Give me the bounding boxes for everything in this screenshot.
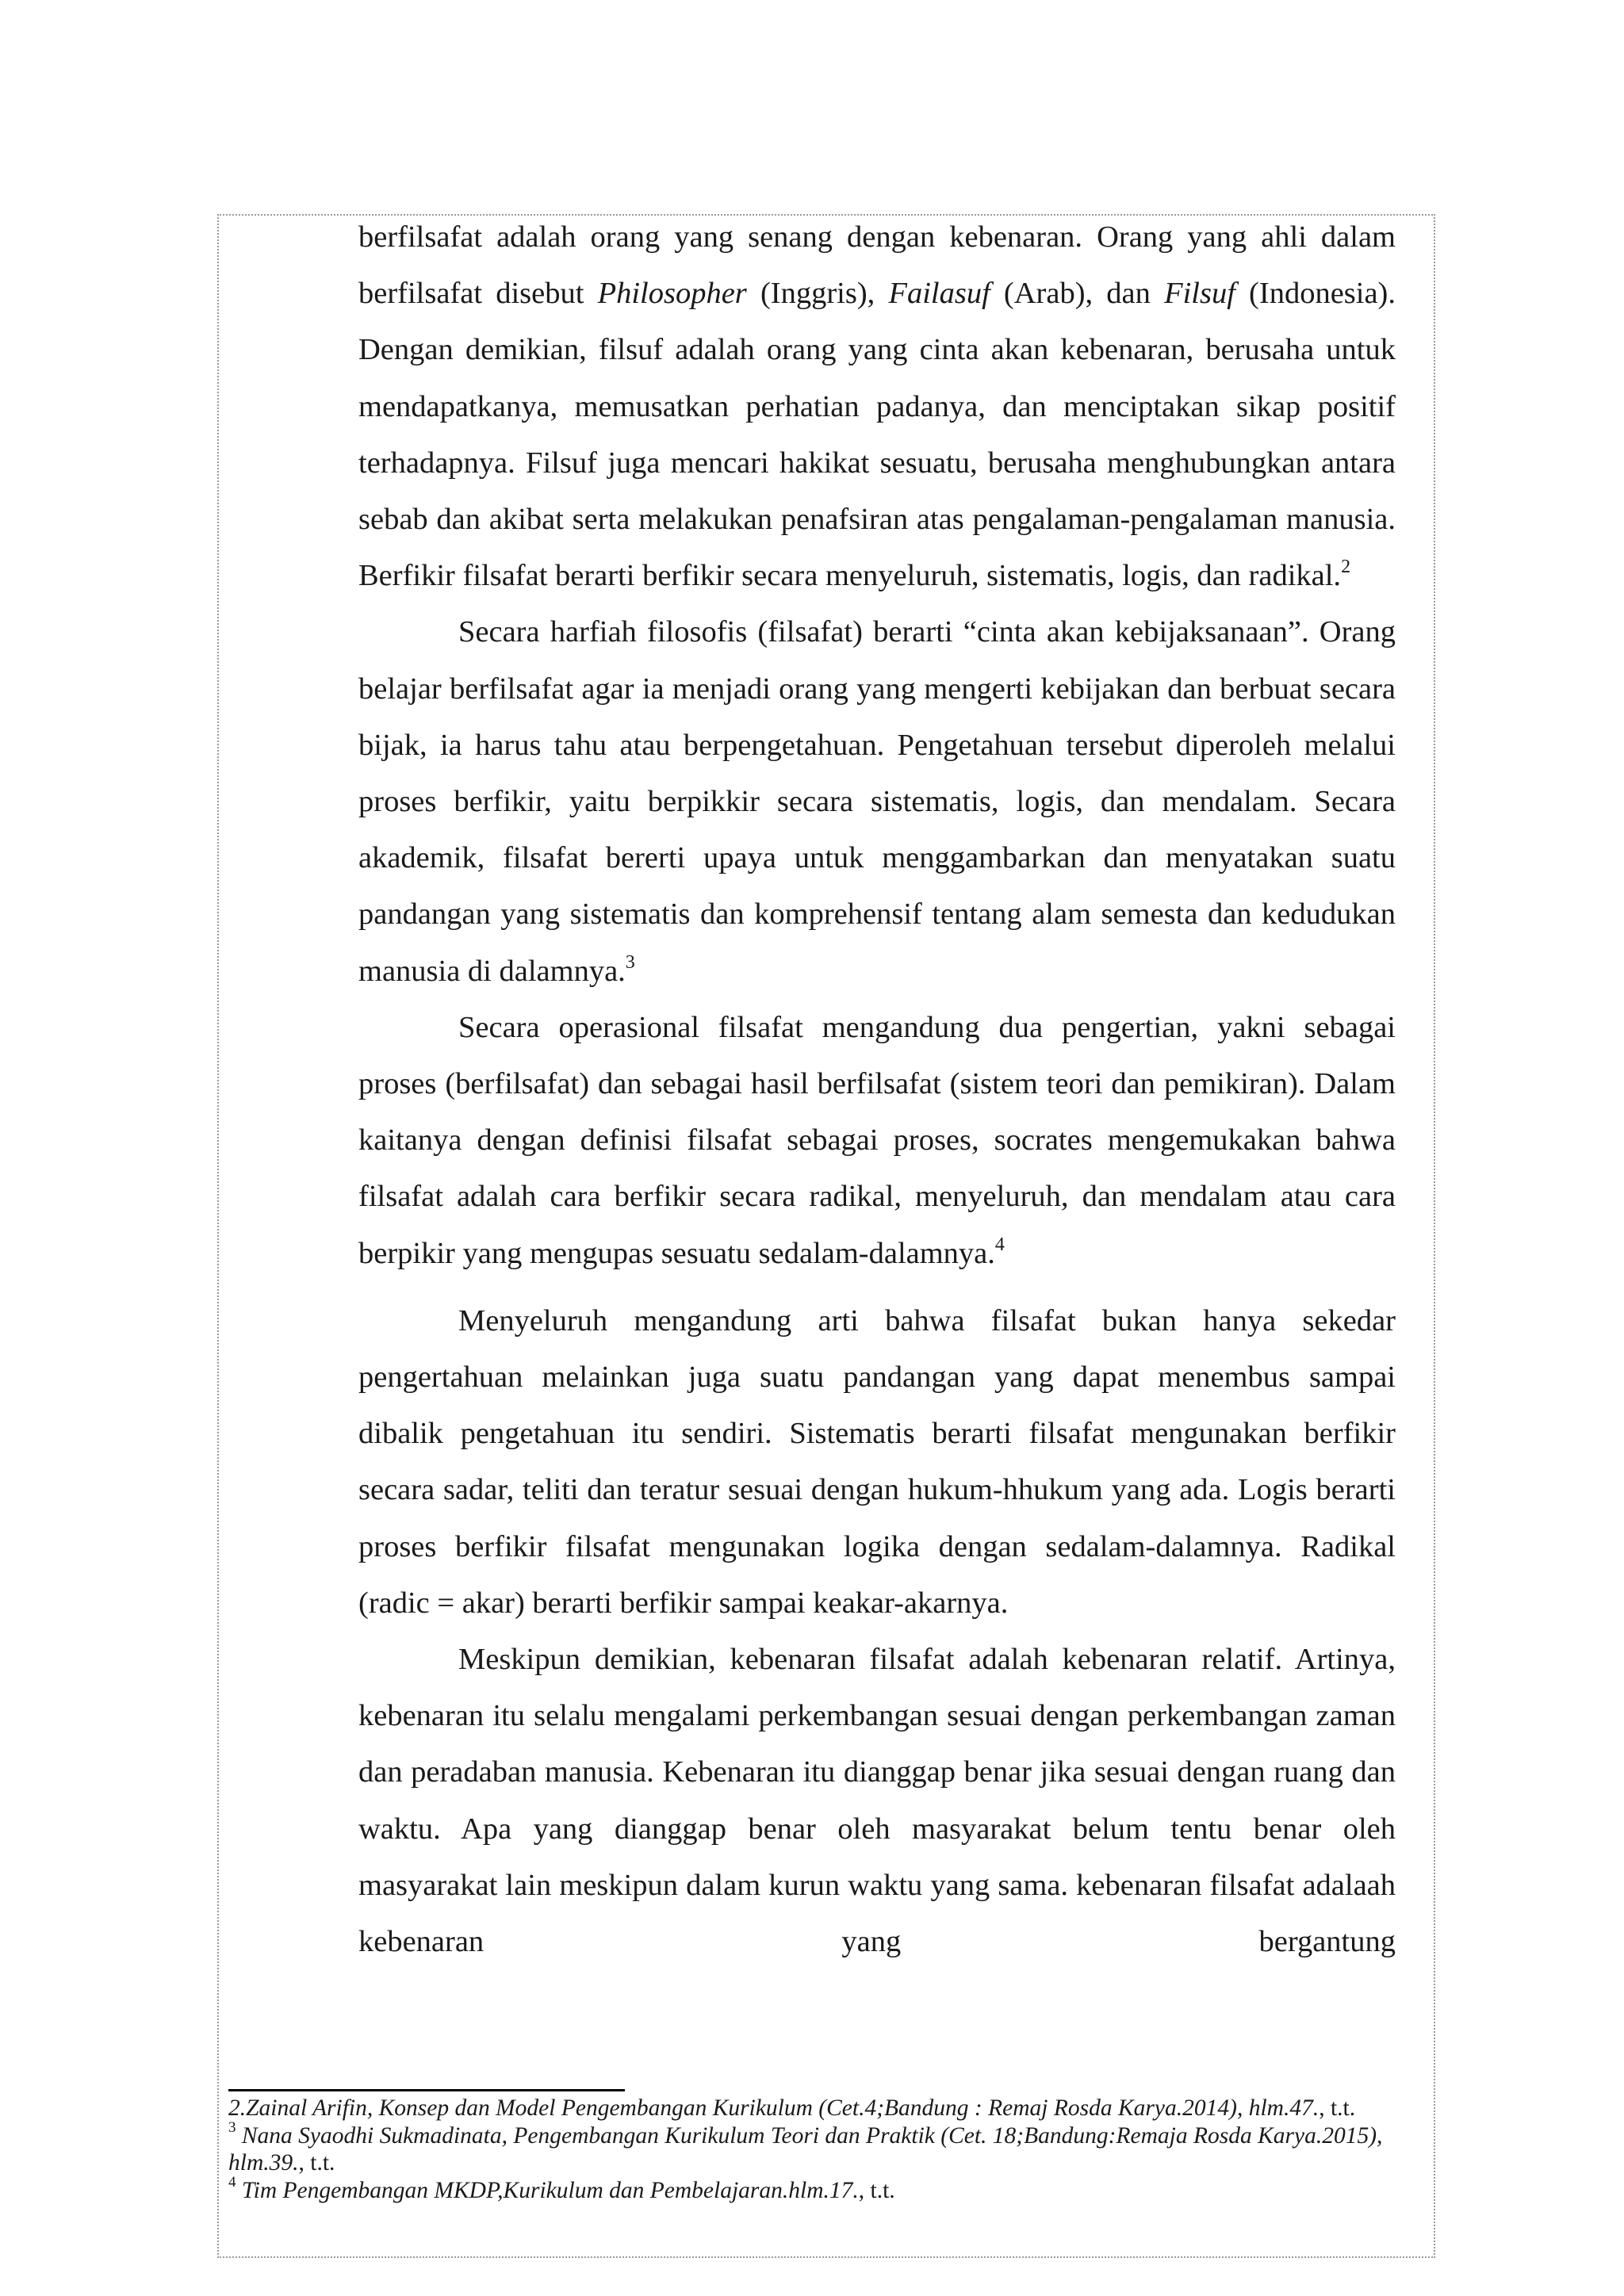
body-text: [358, 209, 1396, 1970]
italic-text: Failasuf: [888, 277, 990, 311]
footnote-separator: [228, 2089, 625, 2091]
italic-text: Philosopher: [597, 277, 747, 311]
text-run: Meskipun demikian, kebenaran filsafat adalah kebenaran relatif. Artinya, kebenaran itu selalu mengalami perkembangan sesuai dengan perkembangan zaman dan peradaban manusia. Kebenaran itu dianggap benar jika sesuai dengan ruang dan waktu. Apa yang dianggap benar oleh masyarakat belum tentu benar oleh masyarakat lain meskipun dalam kurun waktu yang sama. kebenaran filsafat adalaah kebenaran yang bergantung: [358, 1643, 1396, 1959]
paragraph: [358, 1293, 1396, 1632]
paragraph: [358, 209, 1396, 604]
footnote-ref: 3: [625, 951, 635, 973]
footnote-ref: 4: [994, 1234, 1005, 1255]
italic-text: 2.Zainal Arifin, Konsep dan Model Pengembangan Kurikulum (Cet.4;Bandung : Remaj Rosda Karya.2014), hlm.47.: [228, 2095, 1320, 2121]
text-run: Menyeluruh mengandung arti bahwa filsafat bukan hanya sekedar pengertahuan melainkan juga suatu pandangan yang dapat menembus sampai dibalik pengetahuan itu sendiri. Sistematis berarti filsafat mengunakan berfikir secara sadar, teliti dan teratur sesuai dengan hukum-hhukum yang ada. Logis berarti proses berfikir filsafat mengunakan logika dengan sedalam-dalamnya. Radikal (radic = akar) berarti berfikir sampai keakar-akarnya.: [358, 1303, 1396, 1620]
paragraph: [358, 1632, 1396, 1970]
italic-text: Filsuf: [1164, 277, 1235, 311]
text-run: , t.t.: [858, 2177, 895, 2203]
text-run: (Indonesia). Dengan demikian, filsuf adalah orang yang cinta akan kebenaran, berusaha untuk mendapatkanya, memusatkan perhatian padanya, dan menciptakan sikap positif terhadapnya. Filsuf juga mencari hakikat sesuatu, berusaha menghubungkan antara sebab dan akibat serta melakukan penafsiran atas pengalaman-pengalaman manusia. Berfikir filsafat berarti berfikir secara menyeluruh, sistematis, logis, dan radikal.: [358, 277, 1396, 593]
italic-text: Tim Pengembangan MKDP,Kurikulum dan Pembelajaran.hlm.17.: [236, 2177, 859, 2203]
footnote: [228, 2118, 1426, 2177]
footnote: [228, 2173, 1426, 2205]
text-run: , t.t.: [298, 2150, 335, 2175]
paragraph: [358, 1000, 1396, 1282]
text-run: , t.t.: [1319, 2095, 1356, 2121]
text-run: (Inggris),: [746, 277, 889, 311]
text-run: (Arab), dan: [990, 277, 1165, 311]
italic-text: Nana Syaodhi Sukmadinata, Pengembangan Kurikulum Teori dan Praktik (Cet. 18;Bandung:Remaja Rosda Karya.2015), hlm.39.: [228, 2122, 1383, 2175]
paragraph: [358, 604, 1396, 999]
footnote-ref: 2: [1341, 557, 1351, 578]
text-run: Secara operasional filsafat mengandung dua pengertian, yakni sebagai proses (berfilsafat) dan sebagai hasil berfilsafat (sistem teori dan pemikiran). Dalam kaitanya dengan definisi filsafat sebagai proses, socrates mengemukakan bahwa filsafat adalah cara berfikir secara radikal, menyeluruh, dan mendalam atau cara berpikir yang mengupas sesuatu sedalam-dalamnya.: [358, 1010, 1396, 1270]
footnote-ref: 3: [228, 2118, 236, 2136]
footnote-ref: 4: [228, 2173, 236, 2191]
text-run: Secara harfiah filosofis (filsafat) berarti “cinta akan kebijaksanaan”. Orang belajar berfilsafat agar ia menjadi orang yang mengerti kebijakan dan berbuat secara bijak, ia harus tahu atau berpengetahuan. Pengetahuan tersebut diperoleh melalui proses berfikir, yaitu berpikkir secara sistematis, logis, dan mendalam. Secara akademik, filsafat bererti upaya untuk menggambarkan dan menyatakan suatu pandangan yang sistematis dan komprehensif tentang alam semesta dan kedudukan manusia di dalamnya.: [358, 615, 1396, 988]
text-run: berfilsafat adalah orang yang senang dengan kebenaran. Orang yang ahli dalam berfilsafat disebut: [358, 220, 1396, 311]
footnotes: [228, 2095, 1426, 2204]
footnote: [228, 2095, 1426, 2122]
